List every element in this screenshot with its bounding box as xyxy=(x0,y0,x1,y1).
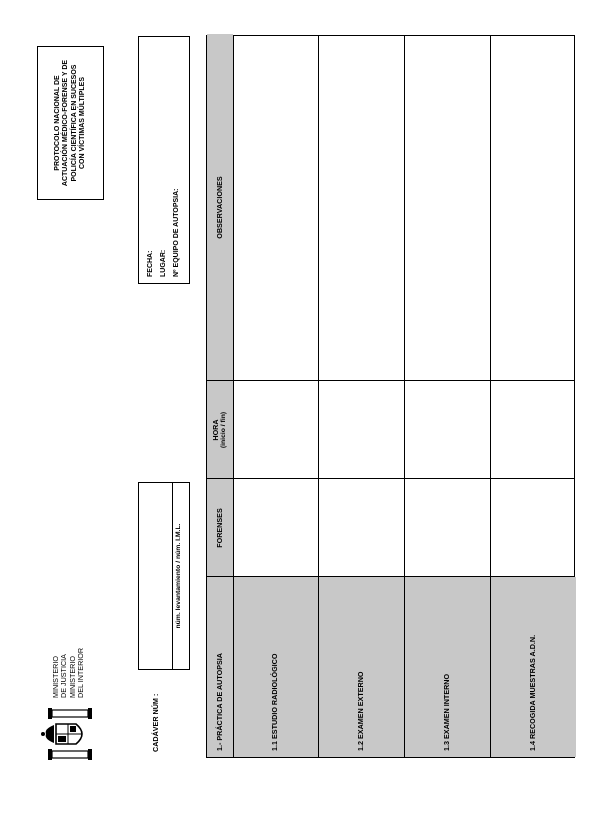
cell-observaciones-3[interactable] xyxy=(404,34,490,381)
cell-hora-1[interactable] xyxy=(233,381,318,479)
ministry-line: MINISTERIO xyxy=(67,656,77,698)
row-label-radiologico: 1.1 ESTUDIO RADIOLÓGICO xyxy=(270,653,280,751)
date-place-box[interactable] xyxy=(138,36,190,284)
protocol-line: POLICÍA CIENTÍFICA EN SUCESOS xyxy=(70,64,78,182)
cadaver-sublabel: núm. levantamiento / núm. I.M.L. xyxy=(175,523,182,629)
grid-line xyxy=(490,36,491,757)
autopsy-team-label: Nº EQUIPO DE AUTOPSIA: xyxy=(173,188,180,277)
header-practica: 1.- PRÁCTICA DE AUTOPSIA xyxy=(214,653,224,751)
lugar-label: LUGAR: xyxy=(160,249,167,277)
ministry-line: DE JUSTICIA xyxy=(59,654,69,698)
ministry-line: MINISTERIO xyxy=(51,656,60,698)
autopsy-table xyxy=(206,35,575,758)
row-label-examen-externo: 1.2 EXAMEN EXTERNO xyxy=(355,671,365,751)
cadaver-label: CADÁVER NÚM : xyxy=(151,693,160,752)
header-hora-label: HORA xyxy=(210,419,220,441)
cell-hora-4[interactable] xyxy=(490,381,576,479)
header-hora-sub: (inicio / fin) xyxy=(220,411,228,449)
coat-of-arms-icon xyxy=(38,704,98,764)
protocol-line: PROTOCOLO NACIONAL DE xyxy=(53,75,61,171)
ministry-line: DEL INTERIOR xyxy=(76,647,86,698)
cell-observaciones-1[interactable] xyxy=(233,34,318,381)
grid-line xyxy=(207,576,574,577)
ministry-name xyxy=(52,648,86,698)
grid-line xyxy=(207,380,574,381)
grid-line xyxy=(233,36,234,757)
cell-observaciones-4[interactable] xyxy=(490,34,576,381)
protocol-line: CON VÍCTIMAS MÚLTIPLES xyxy=(78,76,86,170)
row-label-examen-interno: 1.3 EXAMEN INTERNO xyxy=(441,673,451,751)
grid-line xyxy=(404,36,405,757)
cell-forenses-1[interactable] xyxy=(233,479,318,577)
protocol-line: ACTUACIÓN MÉDICO-FORENSE Y DE xyxy=(62,59,70,187)
cell-hora-3[interactable] xyxy=(404,381,490,479)
grid-line xyxy=(318,36,319,757)
row-label-adn: 1.4 RECOGIDA MUESTRAS A.D.N. xyxy=(527,634,537,751)
cadaver-number-field[interactable] xyxy=(138,482,190,670)
header-forenses: FORENSES xyxy=(214,508,224,548)
cadaver-divider xyxy=(172,483,173,669)
header-hora xyxy=(207,381,233,479)
cell-observaciones-2[interactable] xyxy=(318,34,404,381)
protocol-title-box xyxy=(37,46,104,200)
cell-hora-2[interactable] xyxy=(318,381,404,479)
header-observaciones: OBSERVACIONES xyxy=(214,176,224,239)
cell-forenses-3[interactable] xyxy=(404,479,490,577)
cell-forenses-2[interactable] xyxy=(318,479,404,577)
grid-line xyxy=(207,478,574,479)
fecha-label: FECHA: xyxy=(147,250,154,277)
cell-forenses-4[interactable] xyxy=(490,479,576,577)
